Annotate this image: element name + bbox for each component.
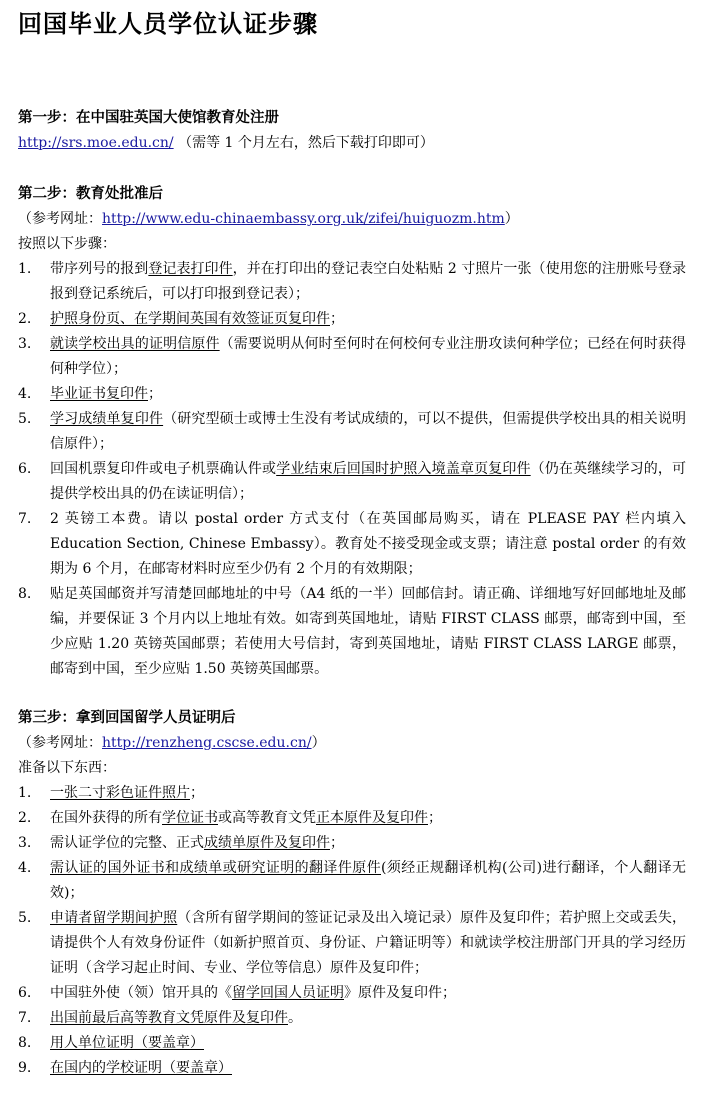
item-underlined-text: 登记表打印件 <box>148 261 233 277</box>
step-2-section <box>18 182 686 682</box>
item-text: （研究型硕士或博士生没有考试成绩的，可以不提供，但需提供学校出具的相关说明信原件）； <box>50 411 687 452</box>
step-3-heading: 第三步：拿到回国留学人员证明后 <box>18 710 236 726</box>
step-1-note: （需等 1 个月左右，然后下载打印即可） <box>178 135 434 151</box>
item-text: 在国外获得的所有 <box>50 810 162 826</box>
cscse-link[interactable]: http://renzheng.cscse.edu.cn/ <box>102 735 312 751</box>
list-item <box>18 582 686 682</box>
list-item <box>18 806 686 831</box>
item-number: 8. <box>18 1035 32 1051</box>
item-text: （仍在英继续学习的，可提供学校出具的仍在读证明信）； <box>50 461 687 502</box>
item-underlined-text: 用人单位证明（要盖章） <box>50 1035 204 1051</box>
step-3-list <box>18 781 686 1081</box>
item-underlined-text: 成绩单原件及复印件 <box>204 835 330 851</box>
step-2-list <box>18 257 686 682</box>
item-text: 或高等教育文凭 <box>218 810 316 826</box>
list-item <box>18 906 686 981</box>
item-text: 贴足英国邮资并写清楚回邮地址的中号（A4 纸的一半）回邮信封。请正确、详细地写好回邮地址及邮编，并要保证 3 个月内以上地址有效。如寄到英国地址，请贴 FIRST CLASS 邮票，邮寄到中国，至少应贴 1.20 英镑英国邮票；若使用大号信封，寄到英国地址，请贴 FIRST CLASS LARGE 邮票，邮寄到中国，至少应贴 1.50 英镑英国邮票。 <box>50 586 686 677</box>
item-number: 2. <box>18 311 32 327</box>
item-text: ； <box>428 810 442 826</box>
item-underlined-text: 学习成绩单复印件 <box>50 411 164 427</box>
item-text: ； <box>190 785 204 801</box>
item-underlined-text: 正本原件及复印件 <box>316 810 428 826</box>
item-text: ； <box>330 835 344 851</box>
item-underlined-text: 学位证书 <box>162 810 218 826</box>
step-3-section <box>18 706 686 1081</box>
item-underlined-text: 护照身份页、在学期间英国有效签证页复印件 <box>50 311 330 327</box>
item-underlined-text: 在国内的学校证明（要盖章） <box>50 1060 232 1076</box>
item-number: 1. <box>18 785 32 801</box>
item-underlined-text: 学业结束后回国时护照入境盖章页复印件 <box>276 461 531 477</box>
item-underlined-text: 需认证的国外证书和成绩单或研究证明的翻译件原件 <box>50 860 381 876</box>
item-text: 带序列号的报到 <box>50 261 149 277</box>
list-item <box>18 457 686 507</box>
item-text: (须经正规翻译机构(公司)进行翻译，个人翻译无效)； <box>50 860 686 901</box>
item-underlined-text: 出国前最后高等教育文凭原件及复印件 <box>50 1010 288 1026</box>
item-text: （含所有留学期间的签证记录及出入境记录）原件及复印件；若护照上交或丢失，请提供个人有效身份证件（如新护照首页、身份证、户籍证明等）和就读学校注册部门开具的学习经历证明（含学习起止时间、专业、学位等信息）原件及复印件； <box>50 910 687 976</box>
item-number: 7. <box>18 1010 32 1026</box>
list-item <box>18 332 686 382</box>
srs-moe-link[interactable]: http://srs.moe.edu.cn/ <box>18 135 174 151</box>
item-text: 中国驻外使（领）馆开具的《 <box>50 985 232 1001</box>
embassy-link[interactable]: http://www.edu-chinaembassy.org.uk/zifei/huiguozm.htm <box>102 211 505 227</box>
item-underlined-text: 毕业证书复印件 <box>50 386 148 402</box>
step-1-heading: 第一步：在中国驻英国大使馆教育处注册 <box>18 110 279 126</box>
list-item <box>18 407 686 457</box>
item-number: 9. <box>18 1060 32 1076</box>
item-number: 1. <box>18 261 32 277</box>
item-text: （需要说明从何时至何时在何校何专业注册攻读何种学位；已经在何时获得何种学位）； <box>50 336 687 377</box>
document-page <box>18 0 686 1081</box>
item-text: ，并在打印出的登记表空白处粘贴 2 寸照片一张（使用您的注册账号登录报到登记系统后，可以打印报到登记表）； <box>50 261 687 302</box>
list-item <box>18 981 686 1006</box>
list-item <box>18 856 686 906</box>
ref-suffix: ） <box>311 735 326 751</box>
item-number: 3. <box>18 336 32 352</box>
step-1-section <box>18 106 686 156</box>
list-item <box>18 781 686 806</box>
item-number: 5. <box>18 411 32 427</box>
list-item <box>18 1056 686 1081</box>
step-2-reference <box>18 207 686 232</box>
list-item <box>18 382 686 407</box>
item-underlined-text: 就读学校出具的证明信原件 <box>50 336 220 352</box>
item-number: 5. <box>18 910 32 926</box>
list-item <box>18 257 686 307</box>
item-underlined-text: 一张二寸彩色证件照片 <box>50 785 190 801</box>
item-number: 2. <box>18 810 32 826</box>
ref-prefix: （参考网址： <box>18 735 102 751</box>
ref-suffix: ） <box>504 211 519 227</box>
item-number: 3. <box>18 835 32 851</box>
list-item <box>18 831 686 856</box>
item-text: 》原件及复印件； <box>344 985 456 1001</box>
step-1-link-line <box>18 131 686 156</box>
item-number: 4. <box>18 860 32 876</box>
list-item <box>18 307 686 332</box>
list-item <box>18 1006 686 1031</box>
item-number: 6. <box>18 461 32 477</box>
item-text: ； <box>148 386 162 402</box>
item-number: 8. <box>18 586 32 602</box>
step-2-intro: 按照以下步骤： <box>18 236 116 252</box>
item-number: 4. <box>18 386 32 402</box>
ref-prefix: （参考网址： <box>18 211 102 227</box>
list-item <box>18 1031 686 1056</box>
item-text: 。 <box>288 1010 302 1026</box>
step-3-intro: 准备以下东西： <box>18 760 116 776</box>
item-underlined-text: 留学回国人员证明 <box>232 985 344 1001</box>
item-text: 需认证学位的完整、正式 <box>50 835 204 851</box>
page-title: 回国毕业人员学位认证步骤 <box>18 10 318 38</box>
step-2-heading: 第二步：教育处批准后 <box>18 186 163 202</box>
list-item <box>18 507 686 582</box>
item-number: 7. <box>18 511 32 527</box>
item-text: 回国机票复印件或电子机票确认件或 <box>50 461 277 477</box>
item-number: 6. <box>18 985 32 1001</box>
item-text: 2 英镑工本费。请以 postal order 方式支付（在英国邮局购买，请在 PLEASE PAY 栏内填入 Education Section, Chinese Embassy）。教育处不接受现金或支票；请注意 postal order 的有效期为 6 个月，在邮寄材料时应至少仍有 2 个月的有效期限； <box>50 511 686 577</box>
step-3-reference <box>18 731 686 756</box>
item-underlined-text: 申请者留学期间护照 <box>50 910 178 926</box>
item-text: ； <box>330 311 344 327</box>
